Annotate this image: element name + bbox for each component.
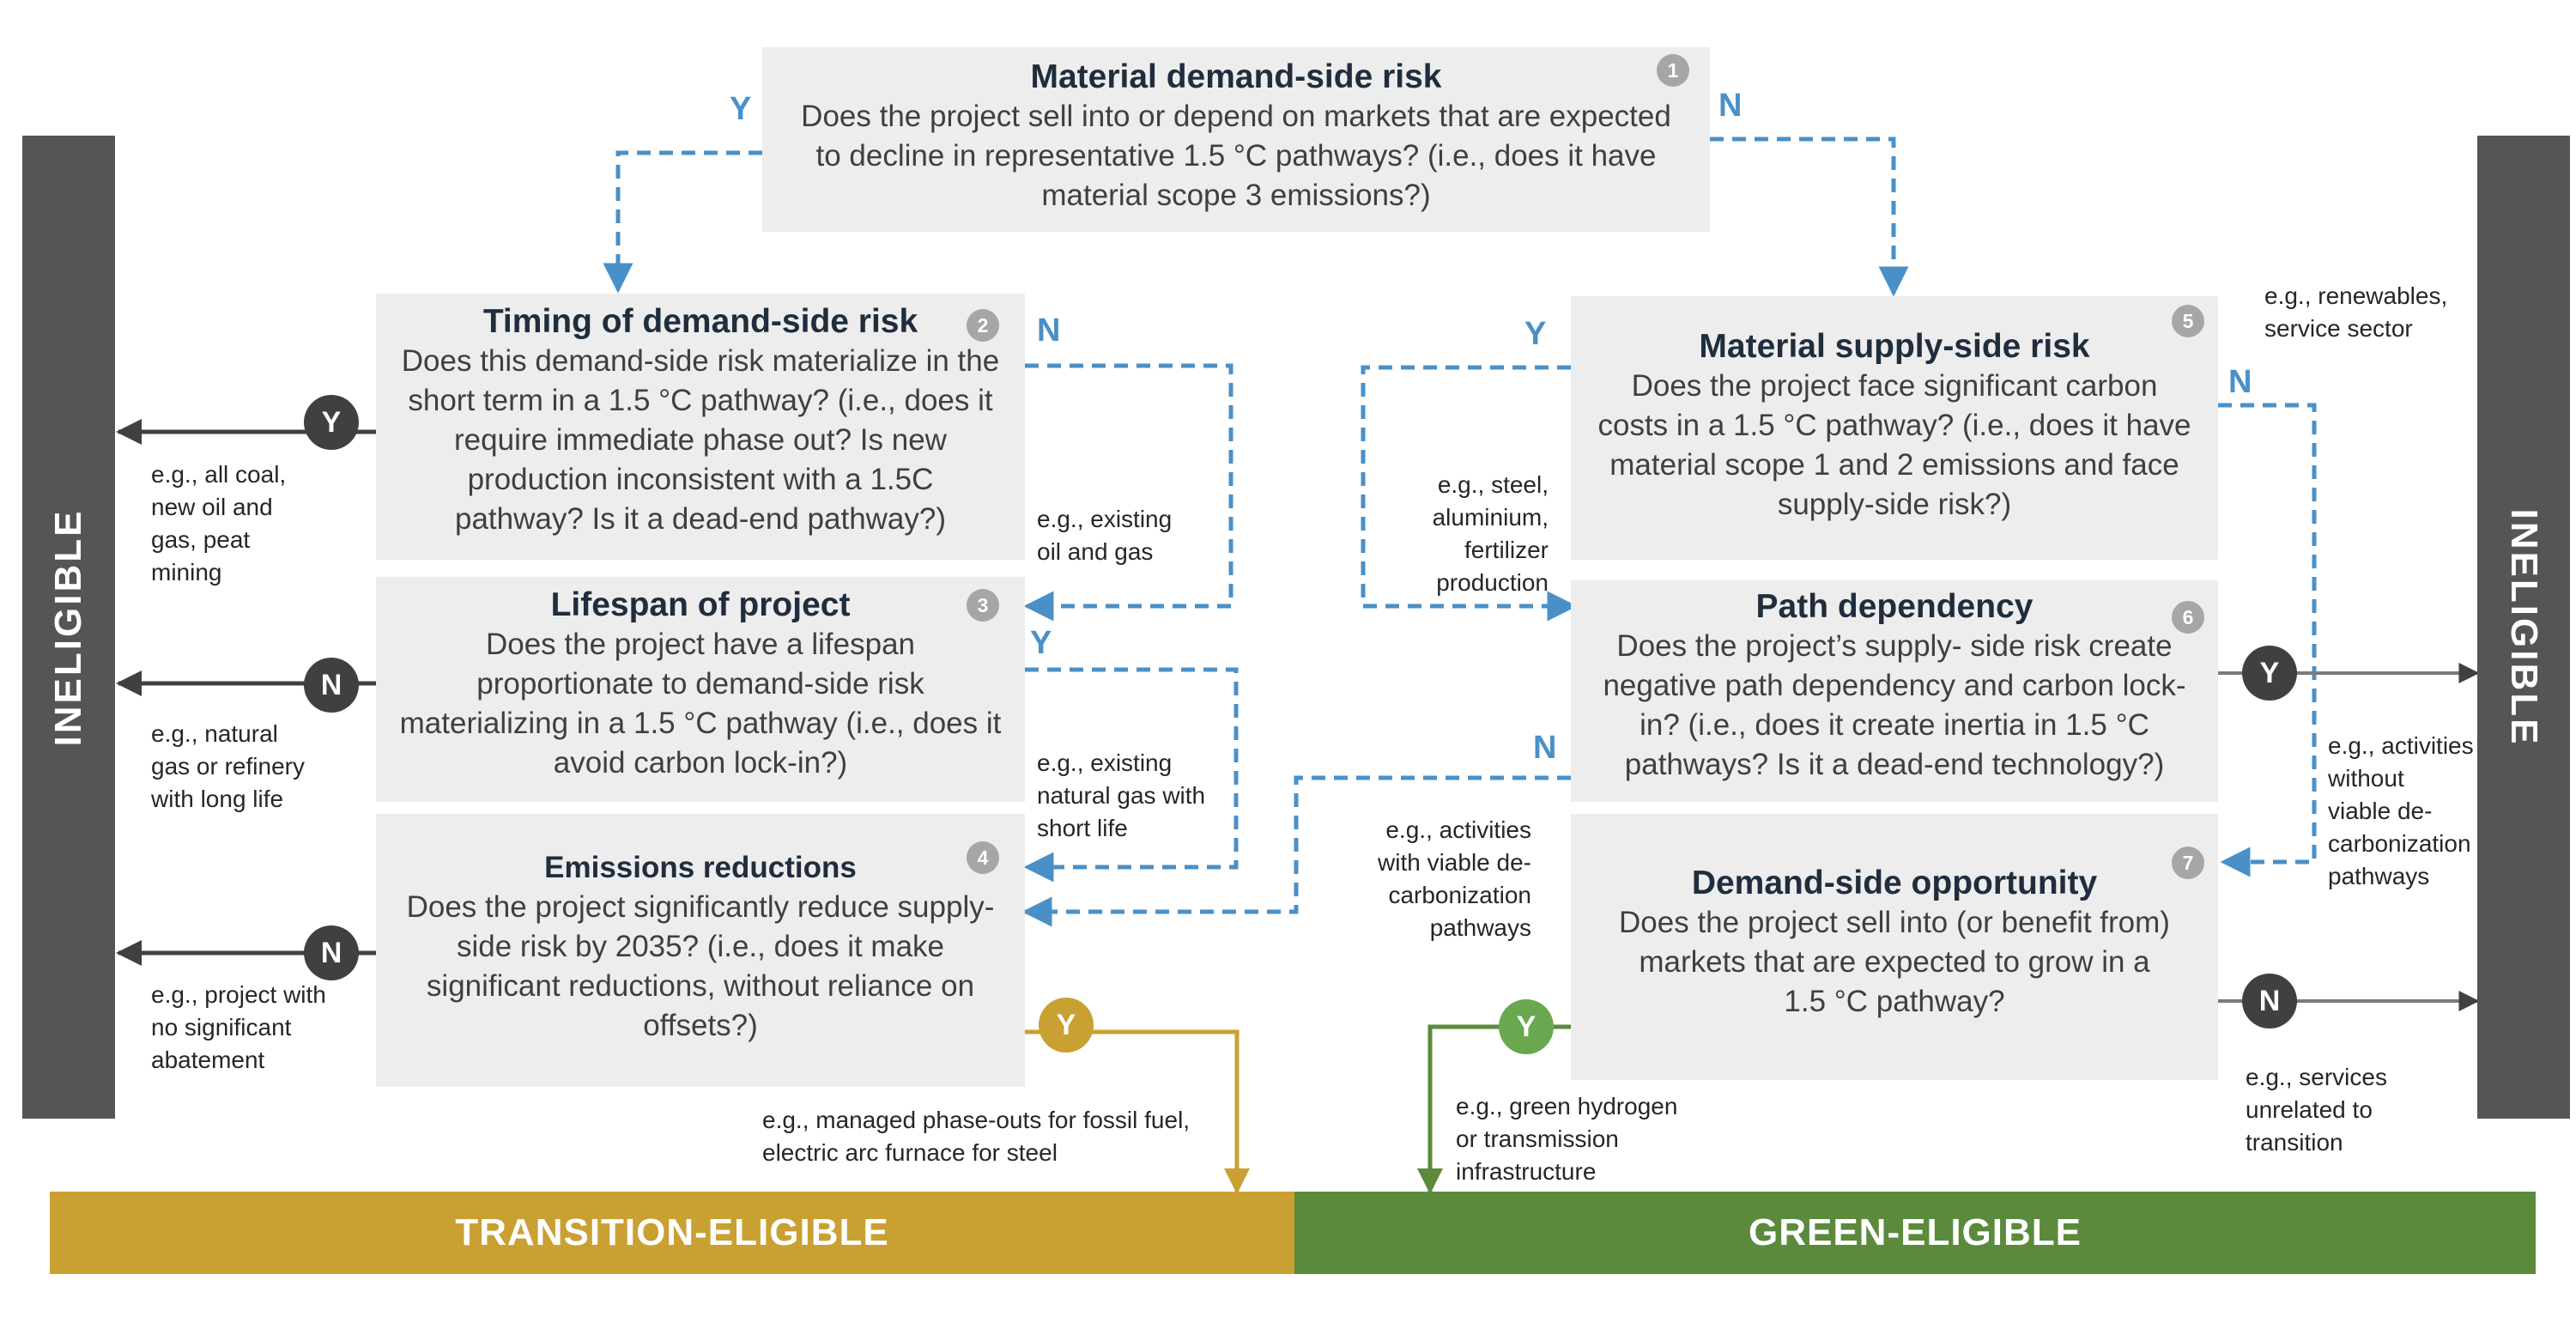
box-demand-side-opportunity [1571,814,2218,1080]
step-number-badge: 6 [2172,601,2204,634]
box-question-line: avoid carbon lock-in?) [553,746,848,780]
note-renewables: e.g., renewables, service sector [2264,282,2448,342]
box-title: Demand-side opportunity [1691,865,2098,901]
ineligible-left-bar [22,136,115,1119]
box-question-line: significant reductions, without reliance on [426,969,975,1003]
box-timing-demand-risk [376,294,1025,560]
box-question-line: negative path dependency and carbon lock- [1603,669,2186,702]
step-number-badge: 7 [2172,846,2204,879]
ineligible-right-bar [2477,136,2570,1119]
box-question-line: Does the project’s supply- side risk create [1616,629,2173,663]
box-question-line: costs in a 1.5 °C pathway? (i.e., does it have [1597,409,2191,442]
decision-no-circle: N [2242,974,2297,1029]
decision-yes-circle: Y [1499,999,1554,1054]
note-no-abatement: e.g., project with no significant abatement [151,981,326,1073]
box-question-line: production inconsistent with a 1.5C [467,463,934,496]
branch-label-yes: Y [1030,625,1052,661]
green-eligible-bar: GREEN-ELIGIBLE [1294,1192,2536,1274]
note-viable-pathways: e.g., activities with viable de- carbonization pathways [1378,816,1531,941]
box-title: Path dependency [1755,588,2034,625]
decision-yes-circle: Y [2242,646,2297,701]
box-question-line: in? (i.e., does it create inertia in 1.5 °C [1640,708,2149,742]
decision-yes-circle: Y [304,395,359,450]
transition-eligible-bar: TRANSITION-ELIGIBLE [50,1192,1294,1274]
box-material-demand-risk [762,47,1710,232]
note-existing-oil-gas: e.g., existing oil and gas [1037,506,1173,565]
note-phase-outs: e.g., managed phase-outs for fossil fuel, electric arc furnace for steel [762,1107,1191,1166]
branch-label-no: N [1037,312,1061,349]
box-title: Material supply-side risk [1699,328,2090,365]
box-question-line: pathways? Is it a dead-end technology?) [1624,748,2165,781]
box-lifespan-of-project [376,577,1025,802]
box-title: Timing of demand-side risk [482,303,918,340]
step-number-badge: 4 [967,841,999,874]
arrow-1-yes [618,153,762,290]
note-coal: e.g., all coal, new oil and gas, peat mining [151,461,287,586]
branch-label-no: N [2228,364,2252,400]
box-question-line: material scope 1 and 2 emissions and face [1609,448,2179,482]
box-question-line: Does the project sell into or depend on markets that are expected [801,100,1671,133]
box-question-line: offsets?) [643,1009,758,1042]
box-question-line: pathway? Is it a dead-end pathway?) [454,502,947,536]
box-question-line: Does this demand-side risk materialize in the [401,344,1000,378]
box-question-line: proportionate to demand-side risk [476,667,924,701]
branch-label-no: N [1533,730,1557,766]
box-title: Lifespan of project [550,586,851,623]
box-question-line: Does the project face significant carbon [1631,369,2158,403]
branch-label-yes: Y [730,91,752,127]
box-path-dependency [1571,580,2218,802]
box-question-line: 1.5 °C pathway? [1784,985,2005,1018]
box-question-line: short term in a 1.5 °C pathway? (i.e., does it [408,384,993,417]
step-number-badge: 1 [1657,54,1689,87]
box-title: Emissions reductions [544,851,857,884]
box-question-line: material scope 3 emissions?) [1041,179,1431,212]
note-natural-gas: e.g., natural gas or refinery with long life [151,720,305,812]
arrow-5-no [2218,405,2314,862]
box-emissions-reductions [376,814,1025,1087]
branch-label-yes: Y [1524,316,1547,352]
box-question-line: Does the project significantly reduce supply- [406,890,995,924]
box-question-line: Does the project have a lifespan [485,628,916,661]
box-question-line: Does the project sell into (or benefit from) [1619,906,2170,939]
box-question-line: require immediate phase out? Is new [454,423,947,457]
step-number-badge: 3 [967,589,999,622]
arrow-1-no [1710,139,1894,294]
note-green-hydrogen: e.g., green hydrogen or transmission infrastructure [1456,1093,1678,1185]
decision-no-circle: N [304,658,359,713]
box-title: Material demand-side risk [1030,58,1442,95]
arrow-2-no [1025,366,1231,606]
step-number-badge: 5 [2172,305,2204,337]
note-services: e.g., services unrelated to transition [2246,1064,2387,1156]
decision-yes-circle: Y [1039,998,1094,1053]
note-no-viable-pathways: e.g., activities without viable de- carbonization pathways [2328,732,2474,889]
branch-label-no: N [1718,88,1743,124]
ineligible-left-label: INELIGIBLE [47,508,89,746]
box-question-line: side risk by 2035? (i.e., does it make [456,930,945,963]
box-question-line: materializing in a 1.5 °C pathway (i.e., does it [399,707,1002,740]
box-question-line: to decline in representative 1.5 °C pathways? (i.e., does it have [815,139,1657,173]
box-question-line: supply-side risk?) [1777,488,2012,521]
note-steel: e.g., steel, aluminium, fertilizer production [1432,471,1549,596]
ineligible-right-label: INELIGIBLE [2503,508,2545,746]
box-material-supply-risk [1571,296,2218,560]
decision-no-circle: N [304,925,359,980]
note-short-life: e.g., existing natural gas with short life [1037,749,1206,841]
step-number-badge: 2 [967,309,999,342]
box-question-line: markets that are expected to grow in a [1639,945,2150,979]
